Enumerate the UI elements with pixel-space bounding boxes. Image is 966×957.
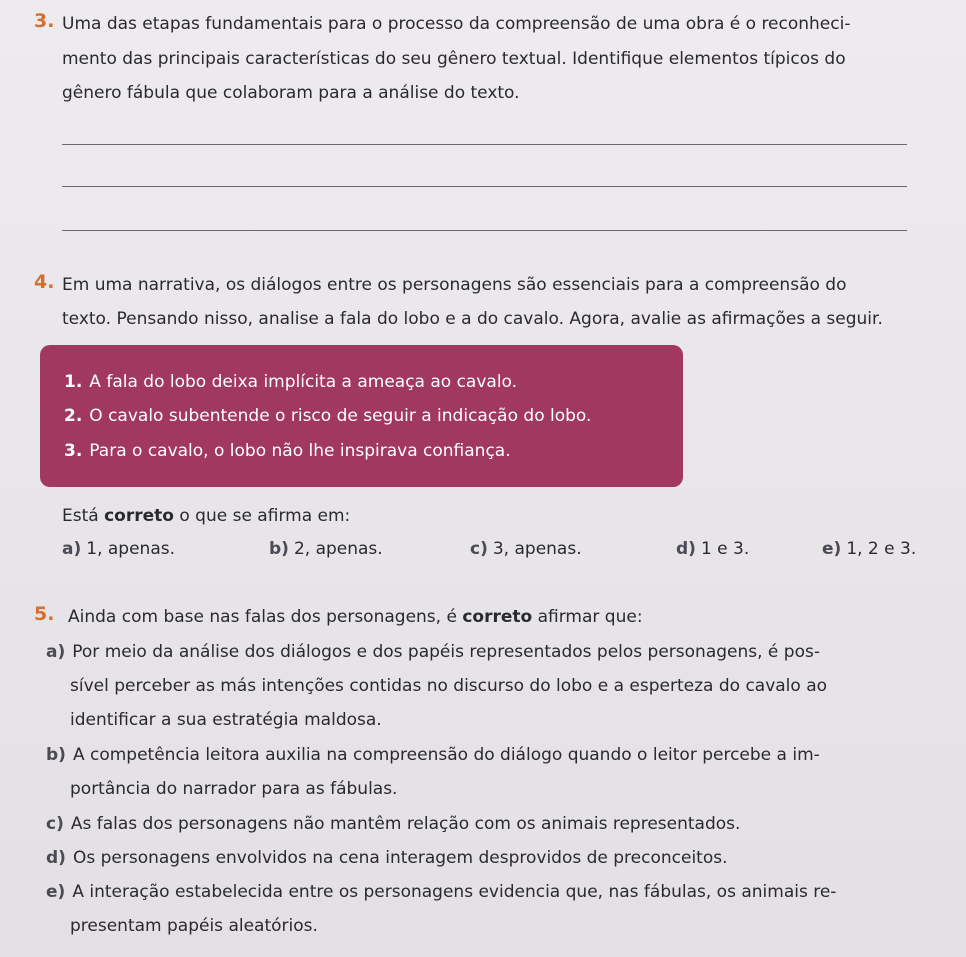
option-b-text: 2, apenas.: [293, 539, 383, 559]
intro-keyword: correto: [462, 607, 533, 627]
statement-3-number: 3.: [64, 441, 83, 461]
question-4-line-2: texto. Pensando nisso, analise a fala do lobo e a do cavalo. Agora, avalie as afirmações a seguir.: [62, 309, 883, 329]
statement-2: [64, 404, 591, 428]
item-a-line-1: Por meio da análise dos diálogos e dos papéis representados pelos personagens, é pos-: [72, 642, 820, 662]
option-a-letter: a): [62, 539, 82, 559]
prompt-text-pre: Está: [62, 506, 99, 526]
option-c[interactable]: [470, 537, 582, 561]
option-e-letter: e): [822, 539, 842, 559]
item-c-letter: c): [46, 814, 64, 834]
item-b-line-2: portância do narrador para as fábulas.: [70, 779, 398, 799]
question-5-intro: [68, 605, 643, 629]
answer-line-3[interactable]: [62, 230, 907, 231]
option-c-letter: c): [470, 539, 488, 559]
item-d-line-1: Os personagens envolvidos na cena interagem desprovidos de preconceitos.: [72, 848, 728, 868]
statement-3: [64, 439, 511, 463]
option-a-text: 1, apenas.: [86, 539, 175, 559]
option-d-text: 1 e 3.: [700, 539, 750, 559]
item-e-letter: e): [46, 882, 66, 902]
question-4-number: 4.: [34, 271, 55, 293]
item-c[interactable]: [46, 812, 740, 836]
option-b[interactable]: [269, 537, 383, 561]
question-5-number: 5.: [34, 603, 55, 625]
item-c-line-1: As falas dos personagens não mantêm relação com os animais representados.: [70, 814, 741, 834]
intro-text-post: afirmar que:: [537, 607, 643, 627]
item-b[interactable]: [46, 743, 820, 767]
item-b-line-1: A competência leitora auxilia na compreensão do diálogo quando o leitor percebe a im-: [72, 745, 820, 765]
item-a[interactable]: [46, 640, 820, 664]
option-e[interactable]: [822, 537, 916, 561]
statement-1: [64, 370, 517, 394]
answer-line-2[interactable]: [62, 186, 907, 187]
item-e-line-2: presentam papéis aleatórios.: [70, 916, 318, 936]
question-3-line-3: gênero fábula que colaboram para a análise do texto.: [62, 83, 520, 103]
question-4-line-1: Em uma narrativa, os diálogos entre os personagens são essenciais para a compreensão do: [62, 275, 847, 295]
question-3-line-2: mento das principais características do seu gênero textual. Identifique elementos típicos do: [62, 49, 846, 69]
answer-line-1[interactable]: [62, 144, 907, 145]
item-e[interactable]: [46, 880, 836, 904]
intro-text-pre: Ainda com base nas falas dos personagens, é: [68, 607, 457, 627]
question-3-number: 3.: [34, 10, 55, 32]
statement-2-text: O cavalo subentende o risco de seguir a indicação do lobo.: [89, 406, 592, 426]
prompt-text-post: o que se afirma em:: [179, 506, 351, 526]
item-d-letter: d): [46, 848, 66, 868]
item-b-letter: b): [46, 745, 66, 765]
statement-2-number: 2.: [64, 406, 83, 426]
item-a-line-3: identificar a sua estratégia maldosa.: [70, 710, 382, 730]
item-a-line-2: sível perceber as más intenções contidas no discurso do lobo e a esperteza do cavalo ao: [70, 676, 828, 696]
statement-1-number: 1.: [64, 372, 83, 392]
item-a-letter: a): [46, 642, 66, 662]
question-3-line-1: Uma das etapas fundamentais para o processo da compreensão de uma obra é o reconheci-: [62, 14, 851, 34]
item-e-line-1: A interação estabelecida entre os personagens evidencia que, nas fábulas, os animais re-: [72, 882, 837, 902]
item-d[interactable]: [46, 846, 728, 870]
option-d[interactable]: [676, 537, 749, 561]
option-b-letter: b): [269, 539, 289, 559]
question-4-prompt: [62, 504, 350, 528]
option-d-letter: d): [676, 539, 696, 559]
statement-3-text: Para o cavalo, o lobo não lhe inspirava confiança.: [89, 441, 511, 461]
option-e-text: 1, 2 e 3.: [846, 539, 917, 559]
option-a[interactable]: [62, 537, 175, 561]
statement-1-text: A fala do lobo deixa implícita a ameaça ao cavalo.: [89, 372, 518, 392]
option-c-text: 3, apenas.: [492, 539, 582, 559]
prompt-keyword: correto: [104, 506, 174, 526]
